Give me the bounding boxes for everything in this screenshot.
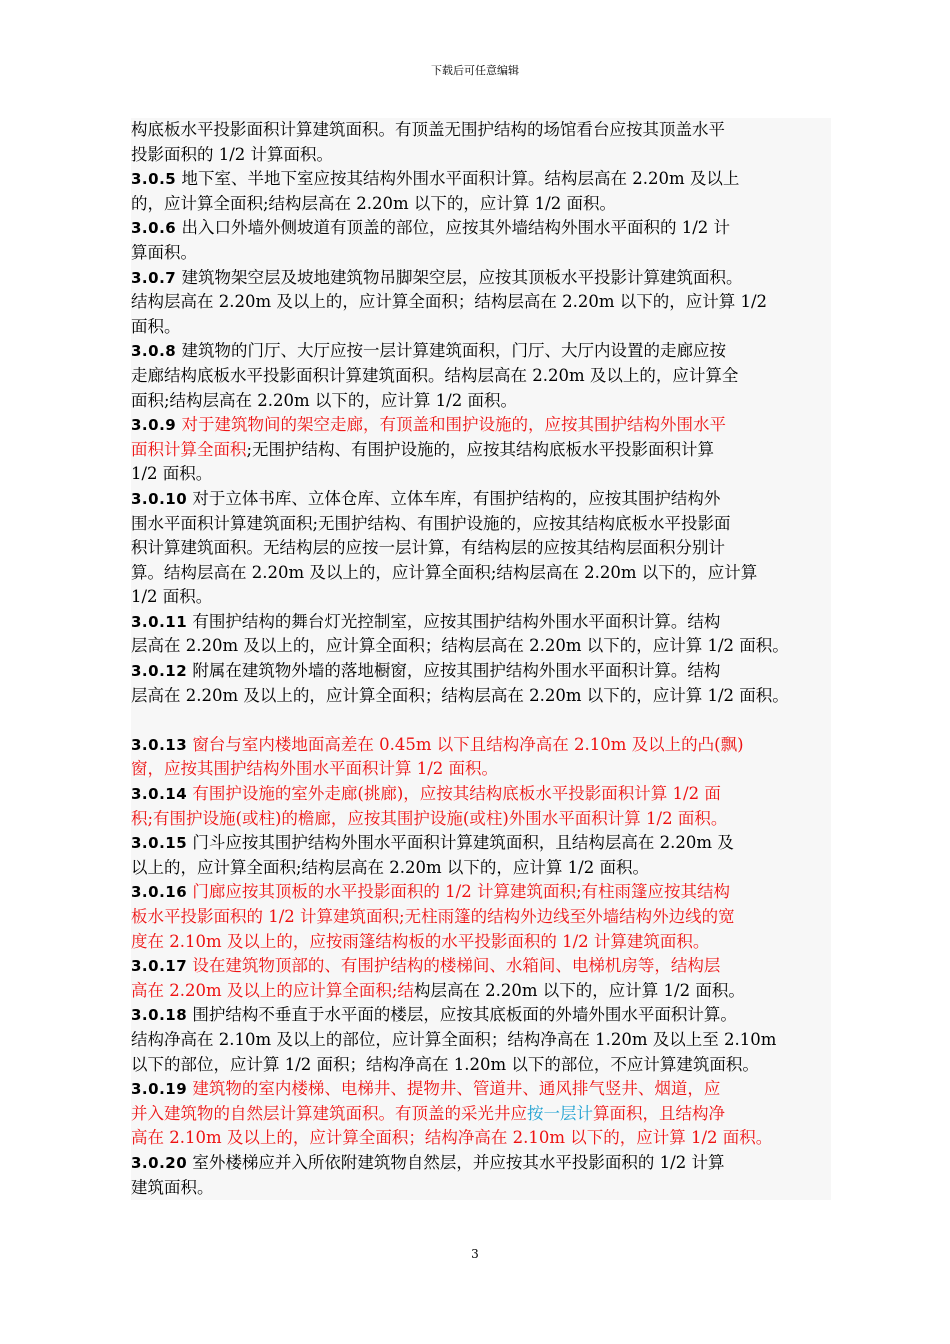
text-segment: 投影面积的 1/2 计算面积。 xyxy=(131,144,334,164)
clause-number: 3.0.15 xyxy=(131,834,188,853)
document-body xyxy=(131,118,831,1200)
text-segment: 积计算建筑面积。无结构层的应按一层计算，有结构层的应按其结构层面积分别计 xyxy=(131,538,725,558)
text-segment: 算面积，且结构净 xyxy=(593,1103,725,1123)
text-line xyxy=(131,290,831,315)
text-segment: 面积;结构层高在 2.20m 以下的，应计算 1/2 面积。 xyxy=(131,390,517,410)
text-segment: 算面积。 xyxy=(131,242,197,262)
text-line xyxy=(131,512,831,537)
clause-number: 3.0.7 xyxy=(131,268,177,287)
clause-number: 3.0.6 xyxy=(131,219,177,238)
clause-number: 3.0.13 xyxy=(131,735,188,754)
text-line xyxy=(131,364,831,389)
text-segment: 设在建筑物顶部的、有围护结构的楼梯间、水箱间、电梯机房等，结构层 xyxy=(187,956,721,976)
clause-heading-line xyxy=(131,782,831,807)
text-segment: 有围护结构的舞台灯光控制室，应按其围护结构外围水平面积计算。结构 xyxy=(187,611,721,631)
text-line xyxy=(131,634,831,659)
text-line xyxy=(131,143,831,168)
text-segment: 以下的部位，应计算 1/2 面积；结构净高在 1.20m 以下的部位，不应计算建筑面积。 xyxy=(131,1054,759,1074)
text-segment: 构底板水平投影面积计算建筑面积。有顶盖无围护结构的场馆看台应按其顶盖水平 xyxy=(131,120,725,139)
text-line xyxy=(131,1028,831,1053)
clause-number: 3.0.12 xyxy=(131,662,188,681)
text-segment: 以上的，应计算全面积;结构层高在 2.20m 以下的，应计算 1/2 面积。 xyxy=(131,857,649,877)
text-segment: 面积。 xyxy=(131,316,181,336)
clause-heading-line xyxy=(131,339,831,364)
text-segment: 建筑面积。 xyxy=(131,1177,214,1197)
text-segment: 对于建筑物间的架空走廊，有顶盖和围护设施的，应按其围护结构外围水平 xyxy=(176,415,726,435)
clause-number: 3.0.19 xyxy=(131,1080,188,1099)
clause-heading-line xyxy=(131,487,831,512)
text-line xyxy=(131,561,831,586)
text-line xyxy=(131,930,831,955)
page-header: 下载后可任意编辑 xyxy=(431,64,519,77)
clause-heading-line xyxy=(131,1151,831,1176)
clause-heading-line xyxy=(131,733,831,758)
text-line xyxy=(131,684,831,709)
text-line xyxy=(131,389,831,414)
text-line xyxy=(131,1053,831,1078)
text-segment: ;无围护结构、有围护设施的，应按其结构底板水平投影面积计算 xyxy=(246,439,715,459)
clause-heading-line xyxy=(131,880,831,905)
text-line xyxy=(131,1102,831,1127)
clause-number: 3.0.20 xyxy=(131,1153,188,1172)
text-segment: 有围护设施的室外走廊(挑廊)，应按其结构底板水平投影面积计算 1/2 面 xyxy=(187,784,721,804)
clause-heading-line xyxy=(131,831,831,856)
text-segment: 出入口外墙外侧坡道有顶盖的部位，应按其外墙结构外围水平面积的 1/2 计 xyxy=(176,218,731,238)
text-line xyxy=(131,807,831,832)
clause-heading-line xyxy=(131,413,831,438)
text-segment: 算。结构层高在 2.20m 及以上的，应计算全面积;结构层高在 2.20m 以下的，应计算 xyxy=(131,562,758,582)
text-segment: 走廊结构底板水平投影面积计算建筑面积。结构层高在 2.20m 及以上的，应计算全 xyxy=(131,365,739,385)
text-segment: 围水平面积计算建筑面积;无围护结构、有围护设施的，应按其结构底板水平投影面 xyxy=(131,513,731,533)
text-segment: 面积计算全面积 xyxy=(131,439,247,459)
text-segment: 围护结构不垂直于水平面的楼层，应按其底板面的外墙外围水平面积计算。 xyxy=(187,1005,737,1025)
clause-heading-line xyxy=(131,954,831,979)
text-line xyxy=(131,585,831,610)
clause-number: 3.0.16 xyxy=(131,883,188,902)
text-line xyxy=(131,1176,831,1201)
text-segment: 附属在建筑物外墙的落地橱窗，应按其围护结构外围水平面积计算。结构 xyxy=(187,661,721,681)
clause-heading-line xyxy=(131,167,831,192)
text-line xyxy=(131,905,831,930)
text-segment: 地下室、半地下室应按其结构外围水平面积计算。结构层高在 2.20m 及以上 xyxy=(176,169,740,189)
clause-number: 3.0.14 xyxy=(131,785,188,804)
clause-number: 3.0.10 xyxy=(131,489,188,508)
clause-heading-line xyxy=(131,266,831,291)
blank-line xyxy=(131,708,831,733)
text-segment: 建筑物的室内楼梯、电梯井、提物井、管道井、通风排气竖井、烟道，应 xyxy=(187,1079,721,1099)
text-segment: 建筑物的门厅、大厅应按一层计算建筑面积，门厅、大厅内设置的走廊应按 xyxy=(176,341,726,361)
text-segment: 门斗应按其围护结构外围水平面积计算建筑面积，且结构层高在 2.20m 及 xyxy=(187,833,734,853)
text-segment: 按一层计 xyxy=(527,1103,593,1123)
text-segment: 对于立体书库、立体仓库、立体车库，有围护结构的，应按其围护结构外 xyxy=(187,488,721,508)
text-segment: 1/2 面积。 xyxy=(131,587,213,607)
text-line xyxy=(131,118,831,143)
text-segment: 结构层高在 2.20m 及以上的，应计算全面积；结构层高在 2.20m 以下的，应计算 1/2 xyxy=(131,292,768,312)
text-segment: 结构净高在 2.10m 及以上的部位，应计算全面积；结构净高在 1.20m 及以上至 2.10m xyxy=(131,1029,777,1049)
text-segment: 并入建筑物的自然层计算建筑面积。有顶盖的采光井应 xyxy=(131,1103,527,1123)
text-segment: 1/2 面积。 xyxy=(131,464,213,484)
text-segment: 层高在 2.20m 及以上的，应计算全面积；结构层高在 2.20m 以下的，应计算 1/2 面积。 xyxy=(131,685,789,705)
text-line xyxy=(131,438,831,463)
text-segment: 建筑物架空层及坡地建筑物吊脚架空层，应按其顶板水平投影计算建筑面积。 xyxy=(176,267,743,287)
clause-heading-line xyxy=(131,1003,831,1028)
text-segment: 积;有围护设施(或柱)的檐廊，应按其围护设施(或柱)外围水平面积计算 1/2 面积。 xyxy=(131,808,728,828)
text-line xyxy=(131,192,831,217)
text-segment: 高在 2.10m 及以上的，应计算全面积；结构净高在 2.10m 以下的，应计算 1/2 面积。 xyxy=(131,1128,773,1148)
text-segment: 室外楼梯应并入所依附建筑物自然层，并应按其水平投影面积的 1/2 计算 xyxy=(187,1152,725,1172)
text-segment: 窗台与室内楼地面高差在 0.45m 以下且结构净高在 2.10m 及以上的凸(飘) xyxy=(187,734,744,754)
text-line xyxy=(131,462,831,487)
clause-heading-line xyxy=(131,1077,831,1102)
text-line xyxy=(131,979,831,1004)
clause-number: 3.0.11 xyxy=(131,612,188,631)
text-line xyxy=(131,241,831,266)
text-line xyxy=(131,757,831,782)
clause-number: 3.0.18 xyxy=(131,1006,188,1025)
page-number: 3 xyxy=(471,1247,479,1261)
clause-heading-line xyxy=(131,216,831,241)
clause-heading-line xyxy=(131,659,831,684)
text-line xyxy=(131,856,831,881)
text-segment: 板水平投影面积的 1/2 计算建筑面积;无柱雨篷的结构外边线至外墙结构外边线的宽 xyxy=(131,907,735,926)
text-segment: 构层高在 2.20m 以下的，应计算 1/2 面积。 xyxy=(413,980,745,1000)
text-segment: 度在 2.10m 及以上的，应按雨篷结构板的水平投影面积的 1/2 计算建筑面积。 xyxy=(131,931,710,951)
clause-number: 3.0.9 xyxy=(131,416,177,435)
text-line xyxy=(131,315,831,340)
clause-number: 3.0.17 xyxy=(131,957,188,976)
clause-number: 3.0.8 xyxy=(131,342,177,361)
text-segment: 门廊应按其顶板的水平投影面积的 1/2 计算建筑面积;有柱雨篷应按其结构 xyxy=(187,882,731,902)
text-segment: 的，应计算全面积;结构层高在 2.20m 以下的，应计算 1/2 面积。 xyxy=(131,193,616,213)
text-segment: 窗，应按其围护结构外围水平面积计算 1/2 面积。 xyxy=(131,759,499,779)
text-segment: 层高在 2.20m 及以上的，应计算全面积；结构层高在 2.20m 以下的，应计算 1/2 面积。 xyxy=(131,636,789,656)
text-line xyxy=(131,1126,831,1151)
clause-heading-line xyxy=(131,610,831,635)
text-segment: 高在 2.20m 及以上的应计算全面积;结 xyxy=(131,980,414,1000)
clause-number: 3.0.5 xyxy=(131,170,177,189)
text-line xyxy=(131,536,831,561)
